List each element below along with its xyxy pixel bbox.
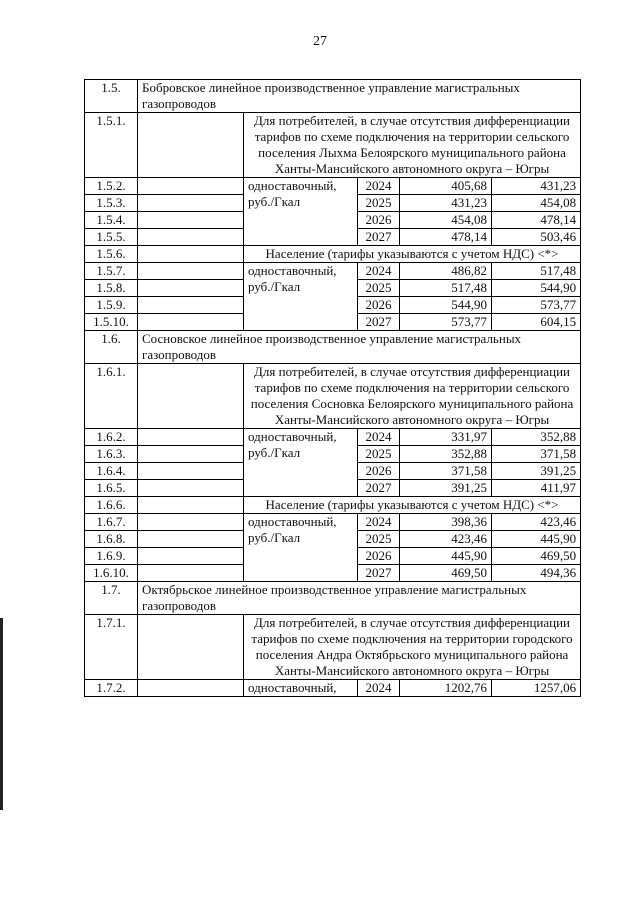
tariff-value-first-half: 391,25 (400, 480, 492, 497)
row-number: 1.5.3. (85, 195, 138, 212)
tariff-value-first-half: 486,82 (400, 263, 492, 280)
row-number: 1.5.6. (85, 246, 138, 263)
description-row (85, 497, 581, 514)
tariff-value-second-half: 391,25 (492, 463, 581, 480)
row-number: 1.7.1. (85, 615, 138, 680)
tariff-value-first-half: 398,36 (400, 514, 492, 531)
row-number: 1.6.5. (85, 480, 138, 497)
tariff-year: 2025 (358, 531, 400, 548)
tariff-value-second-half: 431,23 (492, 178, 581, 195)
section-title: Бобровское линейное производственное управление магистральных газопроводов (138, 80, 581, 113)
tariff-value-first-half: 405,68 (400, 178, 492, 195)
tariff-unit: одноставочный, (244, 680, 358, 697)
tariff-unit: одноставочный, руб./Гкал (244, 263, 358, 331)
row-number: 1.6.9. (85, 548, 138, 565)
row-number: 1.6.2. (85, 429, 138, 446)
tariff-value-second-half: 573,77 (492, 297, 581, 314)
tariff-year: 2026 (358, 212, 400, 229)
tariff-value-second-half: 503,46 (492, 229, 581, 246)
empty-cell (138, 446, 244, 463)
tariff-year: 2025 (358, 446, 400, 463)
empty-cell (138, 263, 244, 280)
section-title: Сосновское линейное производственное управление магистральных газопроводов (138, 331, 581, 364)
row-number: 1.5.2. (85, 178, 138, 195)
row-number: 1.5.9. (85, 297, 138, 314)
tariff-row (85, 178, 581, 195)
tariff-value-first-half: 454,08 (400, 212, 492, 229)
tariff-year: 2027 (358, 314, 400, 331)
tariff-value-first-half: 423,46 (400, 531, 492, 548)
tariff-year: 2025 (358, 280, 400, 297)
tariff-year: 2024 (358, 263, 400, 280)
row-number: 1.5. (85, 80, 138, 113)
section-row (85, 80, 581, 113)
tariff-unit: одноставочный, руб./Гкал (244, 514, 358, 582)
row-number: 1.5.5. (85, 229, 138, 246)
row-number: 1.5.4. (85, 212, 138, 229)
consumer-description: Население (тарифы указываются с учетом НДС) <*> (244, 497, 581, 514)
empty-cell (138, 548, 244, 565)
tariff-row (85, 680, 581, 697)
tariff-value-second-half: 604,15 (492, 314, 581, 331)
empty-cell (138, 514, 244, 531)
tariff-year: 2027 (358, 229, 400, 246)
tariff-value-first-half: 517,48 (400, 280, 492, 297)
row-number: 1.6.3. (85, 446, 138, 463)
empty-cell (138, 314, 244, 331)
tariff-year: 2024 (358, 680, 400, 697)
empty-cell (138, 246, 244, 263)
empty-cell (138, 280, 244, 297)
empty-cell (138, 429, 244, 446)
tariff-year: 2024 (358, 429, 400, 446)
tariff-value-first-half: 445,90 (400, 548, 492, 565)
tariff-value-first-half: 431,23 (400, 195, 492, 212)
scan-artifact (0, 618, 3, 810)
empty-cell (138, 565, 244, 582)
tariff-value-first-half: 331,97 (400, 429, 492, 446)
tariff-unit: одноставочный, руб./Гкал (244, 178, 358, 246)
tariff-row (85, 263, 581, 280)
empty-cell (138, 480, 244, 497)
row-number: 1.5.8. (85, 280, 138, 297)
tariff-year: 2024 (358, 514, 400, 531)
tariff-year: 2026 (358, 548, 400, 565)
tariff-unit: одноставочный, руб./Гкал (244, 429, 358, 497)
tariff-value-first-half: 469,50 (400, 565, 492, 582)
tariff-value-first-half: 371,58 (400, 463, 492, 480)
tariff-value-second-half: 371,58 (492, 446, 581, 463)
row-number: 1.5.1. (85, 113, 138, 178)
description-row (85, 364, 581, 429)
tariff-table-body (85, 80, 581, 697)
empty-cell (138, 212, 244, 229)
tariff-value-second-half: 469,50 (492, 548, 581, 565)
row-number: 1.6.4. (85, 463, 138, 480)
section-row (85, 582, 581, 615)
row-number: 1.6.7. (85, 514, 138, 531)
row-number: 1.5.10. (85, 314, 138, 331)
tariff-value-first-half: 573,77 (400, 314, 492, 331)
tariff-year: 2026 (358, 463, 400, 480)
tariff-value-second-half: 544,90 (492, 280, 581, 297)
empty-cell (138, 178, 244, 195)
consumer-description: Население (тарифы указываются с учетом НДС) <*> (244, 246, 581, 263)
consumer-description: Для потребителей, в случае отсутствия дифференциации тарифов по схеме подключения на территории сельского поселения Сосновка Белоярского муниципального района Ханты-Мансийского автономного округа – Югры (244, 364, 581, 429)
empty-cell (138, 364, 244, 429)
empty-cell (138, 297, 244, 314)
tariff-row (85, 429, 581, 446)
tariff-value-second-half: 352,88 (492, 429, 581, 446)
tariff-year: 2026 (358, 297, 400, 314)
empty-cell (138, 531, 244, 548)
tariff-year: 2027 (358, 480, 400, 497)
tariff-value-first-half: 544,90 (400, 297, 492, 314)
row-number: 1.5.7. (85, 263, 138, 280)
row-number: 1.6. (85, 331, 138, 364)
row-number: 1.6.1. (85, 364, 138, 429)
tariff-year: 2025 (358, 195, 400, 212)
row-number: 1.6.6. (85, 497, 138, 514)
tariff-year: 2027 (358, 565, 400, 582)
tariff-row (85, 514, 581, 531)
tariff-value-first-half: 478,14 (400, 229, 492, 246)
tariff-table (84, 79, 581, 697)
row-number: 1.7. (85, 582, 138, 615)
section-title: Октябрьское линейное производственное управление магистральных газопроводов (138, 582, 581, 615)
empty-cell (138, 497, 244, 514)
section-row (85, 331, 581, 364)
tariff-value-first-half: 352,88 (400, 446, 492, 463)
consumer-description: Для потребителей, в случае отсутствия дифференциации тарифов по схеме подключения на территории городского поселения Андра Октябрьского муниципального района Ханты-Мансийского автономного округа – Югры (244, 615, 581, 680)
tariff-value-second-half: 411,97 (492, 480, 581, 497)
description-row (85, 615, 581, 680)
empty-cell (138, 463, 244, 480)
tariff-year: 2024 (358, 178, 400, 195)
row-number: 1.6.10. (85, 565, 138, 582)
row-number: 1.6.8. (85, 531, 138, 548)
tariff-value-second-half: 1257,06 (492, 680, 581, 697)
description-row (85, 113, 581, 178)
tariff-value-second-half: 445,90 (492, 531, 581, 548)
empty-cell (138, 615, 244, 680)
tariff-value-first-half: 1202,76 (400, 680, 492, 697)
row-number: 1.7.2. (85, 680, 138, 697)
tariff-value-second-half: 454,08 (492, 195, 581, 212)
empty-cell (138, 195, 244, 212)
page-number: 27 (313, 34, 327, 49)
tariff-value-second-half: 478,14 (492, 212, 581, 229)
consumer-description: Для потребителей, в случае отсутствия дифференциации тарифов по схеме подключения на территории сельского поселения Лыхма Белоярского муниципального района Ханты-Мансийского автономного округа – Югры (244, 113, 581, 178)
empty-cell (138, 229, 244, 246)
tariff-value-second-half: 494,36 (492, 565, 581, 582)
tariff-value-second-half: 517,48 (492, 263, 581, 280)
tariff-value-second-half: 423,46 (492, 514, 581, 531)
empty-cell (138, 680, 244, 697)
empty-cell (138, 113, 244, 178)
description-row (85, 246, 581, 263)
